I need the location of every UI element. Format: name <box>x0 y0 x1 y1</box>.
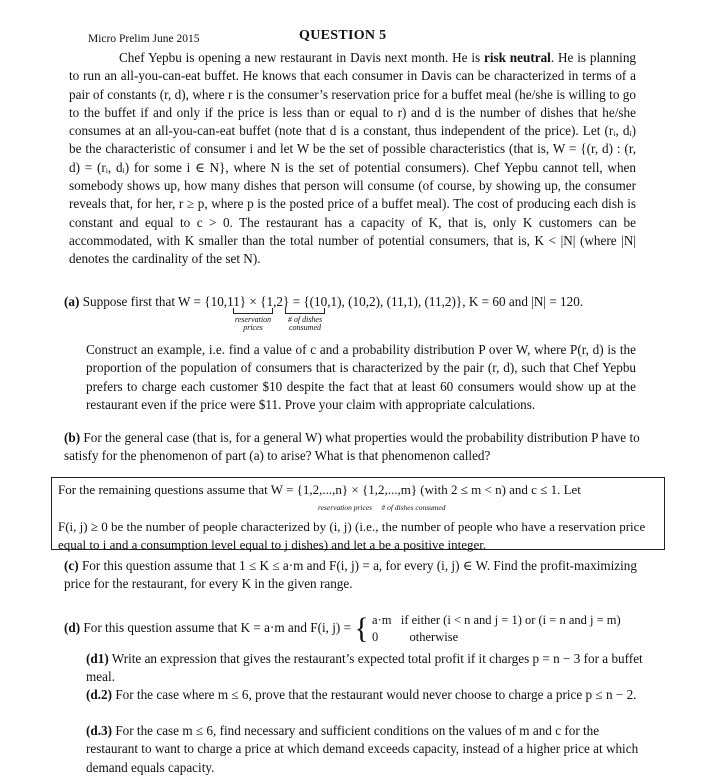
part-d2-label: (d.2) <box>86 687 113 702</box>
part-a-body: Construct an example, i.e. find a value of c and a probability distribution P over W, where P(r, d) is the proportion of the population of consumers that is characterized by the pair (r, d), such that Chef Yepbu prefers to charge each customer $10 despite the fact that at least 60 consumers would show up at the restaurant even if the price were $11. Prove your claim with appropriate calculations. <box>86 342 636 412</box>
brace-line-prices <box>233 308 273 314</box>
part-b-text: For the general case (that is, for a general W) what properties would the probability distribution P have to satisfy for the phenomenon of part (a) to arise? What is that phenomenon called? <box>64 430 640 464</box>
part-c <box>64 557 664 594</box>
case2-value: 0 <box>372 630 379 644</box>
header-course: Micro Prelim June 2015 <box>88 33 200 45</box>
case1-condition: if either (i < n and j = 1) or (i = n and j = m) <box>400 613 621 627</box>
part-d1-label: (d1) <box>86 651 109 666</box>
part-c-text: For this question assume that 1 ≤ K ≤ a·m and F(i, j) = a, for every (i, j) ∈ W. Find the profit-maximizing price for the restaurant, for every K in the given range. <box>64 558 637 592</box>
box-sub-prices: reservation prices <box>318 503 373 513</box>
part-d-text: For this question assume that K = a·m and F(i, j) = <box>80 620 352 636</box>
question-title: QUESTION 5 <box>299 28 387 43</box>
brace-label-dishes: # of dishes consumed <box>287 315 323 332</box>
case2-condition: otherwise <box>409 630 459 644</box>
part-b <box>64 429 640 466</box>
part-d3-text: For the case m ≤ 6, find necessary and sufficient conditions on the values of m and c for the restaurant to want to charge a price at which demand exceeds capacity, instead of a higher price at which demand equals capacity. <box>86 723 639 775</box>
box-sub-dishes: # of dishes consumed <box>381 503 446 513</box>
box-brace-labels <box>58 499 658 517</box>
cases-brace: { <box>354 612 369 645</box>
part-d3 <box>86 722 646 777</box>
intro-line1-a: Chef Yepbu is opening a new restaurant in Davis next month. He is <box>119 50 484 65</box>
brace-line-dishes <box>285 308 325 314</box>
part-d3-label: (d.3) <box>86 723 113 738</box>
intro-text: planning to run an all-you-can-eat buffet. He knows that each consumer in Davis can be characterized in terms of a pair of constants (r, d), where r is the consumer’s reservation price for a buffet meal (he/she is willing to go to the buffet if and only if the price is less than or equal to r) and d is the number of dishes that he/she consumes at an all-you-can-eat buffet (note that d is a constant, thus independent of the price). Let (rᵢ, dᵢ) be the characteristic of consumer i and let W be the set of possible characteristics (that is, W = {(r, d) : (r, d) = (rᵢ, dᵢ) for some i ∈ N}, where N is the set of potential consumers). Chef Yepbu cannot tell, when somebody shows up, how many dishes that person will consume (of course, by showing up, the consumer reveals that, for her, r ≥ p, where p is the posted price of a buffet meal). The cost of producing each dish is constant and equal to c > 0. The restaurant has a capacity of K, that is, only K customers can be accommodated, with K smaller than the total number of potential consumers, that is, K < |N| (where |N| denotes the cardinality of the set N). <box>69 50 637 267</box>
part-d1 <box>86 650 646 687</box>
part-d-label: (d) <box>64 620 81 636</box>
part-d1-text: Write an expression that gives the restaurant’s expected total profit if it charges p = n − 3 for a buffet meal. <box>86 651 643 685</box>
cases-block <box>372 612 621 646</box>
part-d2-text: For the case where m ≤ 6, prove that the restaurant would never choose to charge a price p ≤ n − 2. <box>112 687 637 702</box>
box-line2: F(i, j) ≥ 0 be the number of people characterized by (i, j) (i.e., the number of people who have a reservation price equal to i and a consumption level equal to j dishes) and let a be a positive integer. <box>58 518 646 552</box>
assumption-box <box>51 477 665 550</box>
brace-label-prices: reservation prices <box>234 315 272 332</box>
part-a-label: (a) <box>64 294 80 309</box>
intro-paragraph <box>69 49 636 269</box>
box-line1: For the remaining questions assume that W = {1,2,...,n} × {1,2,...,m} (with 2 ≤ m < n) and c ≤ 1. Let <box>58 482 581 497</box>
part-b-label: (b) <box>64 430 81 445</box>
part-a-brace-labels <box>229 308 359 336</box>
part-d2 <box>86 686 646 704</box>
case1-value: a·m <box>372 613 392 627</box>
part-d <box>64 612 668 646</box>
intro-line1-b: . He is <box>550 50 586 65</box>
intro-bold-term: risk neutral <box>483 50 551 65</box>
part-c-label: (c) <box>64 558 79 573</box>
part-a-formula: Suppose first that W = {10,11} × {1,2} = {(10,1), (10,2), (11,1), (11,2)}, K = 60 and |N| = 120. <box>79 294 584 309</box>
